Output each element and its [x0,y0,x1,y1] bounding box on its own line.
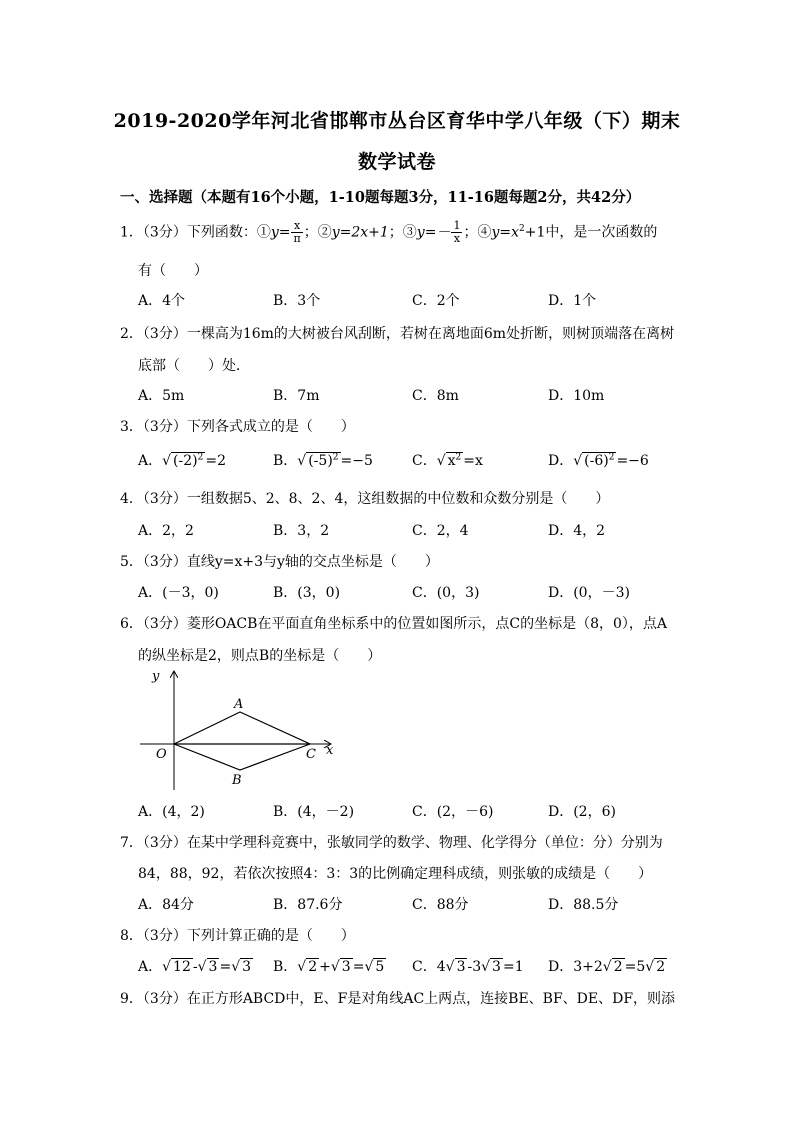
q8-option-b[interactable]: B．√ 2 +√ 3 =√ 5 [273,959,385,975]
label-o: O [156,747,167,762]
question-5-stem: 5．（3分）直线y=x+3与y轴的交点坐标是（ ） [120,554,439,570]
q2-option-a[interactable]: A．5m [138,388,185,404]
q8-option-c[interactable]: C．4√ 3 -3√ 3 =1 [412,959,524,975]
section-heading-choice: 一、选择题（本题有16个小题，1-10题每题3分，11-16题每题2分，共42分） [120,189,641,206]
q2-option-b[interactable]: B．7m [273,388,320,404]
question-1-stem: 1．（3分）下列函数：①y= $\frac{x}{\pi}$ ；②y=2x+1；③y=－ $\frac{1}{x}$ ；$④y=x^2+1$中，是一次函数的 [120,219,658,245]
q4-option-d[interactable]: D．4，2 [548,523,606,539]
sqrt-symbol: √ [162,453,172,469]
q5-option-a[interactable]: A．(－3，0) [138,585,219,601]
q2-option-c[interactable]: C．8m [412,388,459,404]
q5-option-d[interactable]: D．(0，－3) [548,585,630,601]
rhombus-figure [130,668,350,798]
q3-option-a[interactable]: A．√ $(-2)^2 =2$ [138,452,226,469]
fraction-1-over-x: $\frac{1}{x}$ [453,219,461,245]
q7-option-b[interactable]: B．87.6分 [273,897,343,913]
fraction-x-over-pi: $\frac{x}{\pi}$ [293,219,301,245]
q1-option-d[interactable]: D．1个 [548,293,597,309]
question-3-stem: 3．（3分）下列各式成立的是（ ） [120,419,355,435]
question-2-stem: 2．（3分）一棵高为16m的大树被台风刮断，若树在离地面6m处折断，则树顶端落在离树 [120,326,675,342]
sqrt-symbol: √ [436,453,446,469]
q4-option-c[interactable]: C．2，4 [412,523,469,539]
q6-option-d[interactable]: D．(2，6) [548,804,616,820]
q4-option-a[interactable]: A．2，2 [138,523,194,539]
q8-option-d[interactable]: D．3+2√ 2 =5√ 2 [548,959,666,975]
q4-option-b[interactable]: B．3，2 [273,523,330,539]
q6-option-c[interactable]: C．(2，－6) [412,804,494,820]
q7-option-c[interactable]: C．88分 [412,897,469,913]
q6-option-b[interactable]: B．(4，－2) [273,804,355,820]
rhombus-oacb [174,712,310,770]
q5-option-b[interactable]: B．(3，0) [273,585,341,601]
sqrt-symbol: √ [297,453,307,469]
question-9-stem: 9．（3分）在正方形ABCD中，E、F是对角线AC上两点，连接BE、BF、DE、DF，则添 [120,991,676,1007]
question-6-stem: 6．（3分）菱形OACB在平面直角坐标系中的位置如图所示，点C的坐标是（8，0），点A [120,616,668,632]
exam-title-line2: 数学试卷 [357,151,436,173]
sqrt-symbol: √ [573,453,583,469]
q7-option-a[interactable]: A．84分 [138,897,194,913]
q1-option-b[interactable]: B．3个 [273,293,321,309]
label-c: C [306,747,316,762]
label-a: A [234,697,244,712]
q5-option-c[interactable]: C．(0，3) [412,585,480,601]
q3-option-c[interactable]: C．√ $x^2 =x$ [412,452,483,469]
q3-option-b[interactable]: B．√ $(-5)^2 =-5$ [273,452,373,469]
question-1-stem-cont: 有（ ） [138,263,208,279]
question-7-stem-cont: 84，88，92，若依次按照4：3：3的比例确定理科成绩，则张敏的成绩是（ ） [138,866,653,882]
label-y: y [152,669,160,684]
label-b: B [232,773,242,788]
label-x: x [326,743,334,758]
q1-option-c[interactable]: C．2个 [412,293,460,309]
question-6-stem-cont: 的纵坐标是2，则点B的坐标是（ ） [138,648,382,664]
question-4-stem: 4．（3分）一组数据5、2、8、2、4，这组数据的中位数和众数分别是（ ） [120,491,610,507]
q8-option-a[interactable]: A．√ 12 -√ 3 =√ 3 [138,959,252,975]
question-7-stem: 7．（3分）在某中学理科竞赛中，张敏同学的数学、物理、化学得分（单位：分）分别为 [120,835,663,851]
q2-option-d[interactable]: D．10m [548,388,605,404]
question-8-stem: 8．（3分）下列计算正确的是（ ） [120,928,355,944]
exam-title-line1: 2019-2020学年河北省邯郸市丛台区育华中学八年级（下）期末 [113,110,681,132]
question-2-stem-cont: 底部（ ）处． [138,358,250,374]
q6-option-a[interactable]: A．(4，2) [138,804,205,820]
q1-option-a[interactable]: A．4个 [138,293,186,309]
q7-option-d[interactable]: D．88.5分 [548,897,619,913]
q3-option-d[interactable]: D．√ $(-6)^2 =-6$ [548,452,649,469]
